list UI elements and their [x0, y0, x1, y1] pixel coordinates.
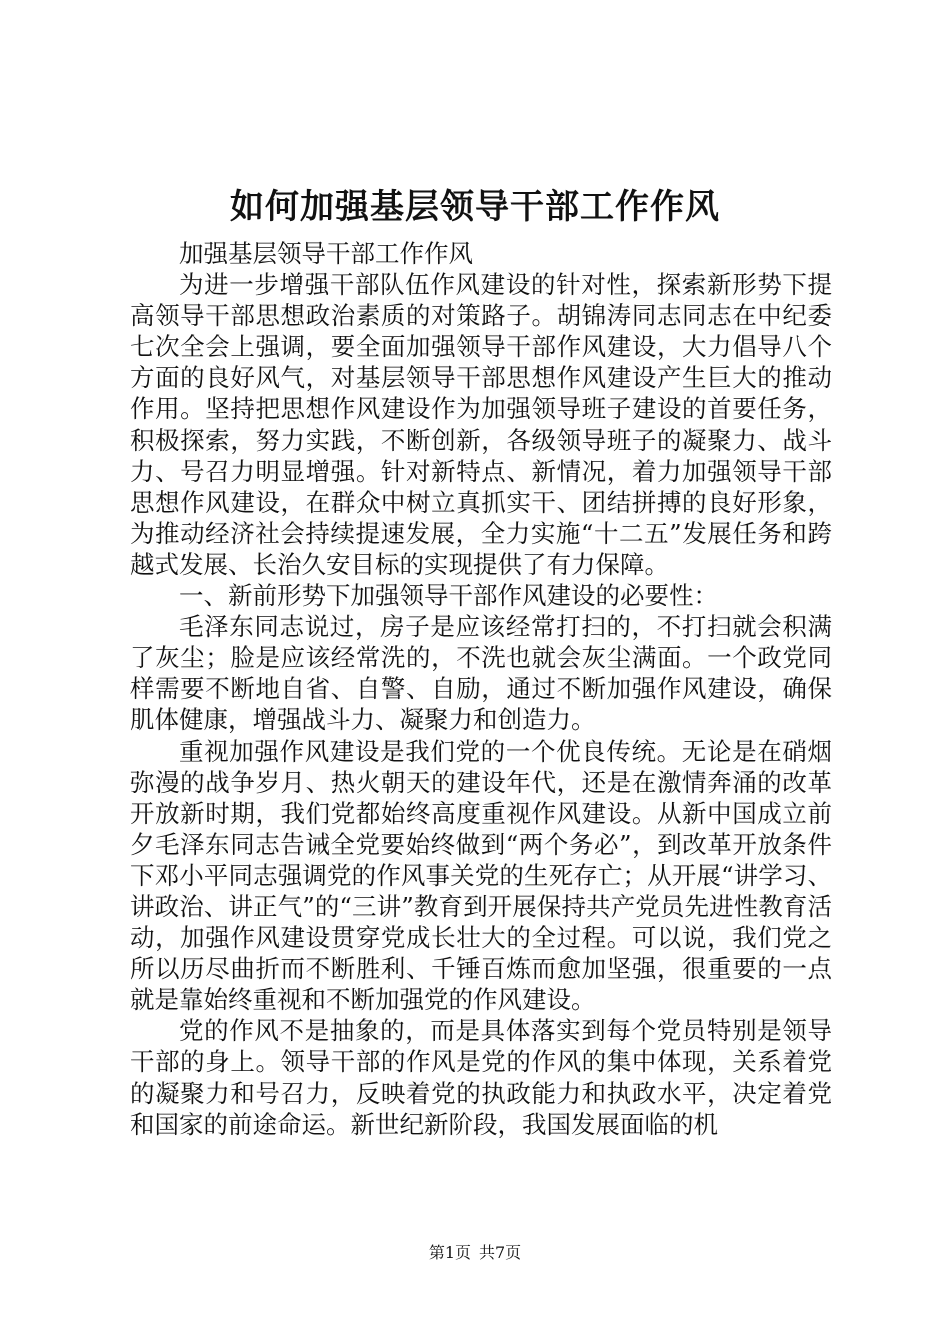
- body-paragraph: 重视加强作风建设是我们党的一个优良传统。无论是在硝烟弥漫的战争岁月、热火朝天的建设年代，还是在激情奔涌的改革开放新时期，我们党都始终高度重视作风建设。从新中国成立前夕毛泽东同志告诫全党要始终做到“两个务必”，到改革开放条件下邓小平同志强调党的作风事关党的生死存亡；从开展“讲学习、讲政治、讲正气”的“三讲”教育到开展保持共产党员先进性教育活动，加强作风建设贯穿党成长壮大的全过程。可以说，我们党之所以历尽曲折而不断胜利、千锤百炼而愈加坚强，很重要的一点就是靠始终重视和不断加强党的作风建设。: [130, 736, 832, 1015]
- section-heading: 一、新前形势下加强领导干部作风建设的必要性：: [179, 581, 718, 611]
- page-number: 第1页: [428, 1243, 471, 1262]
- subtitle-paragraph: 加强基层领导干部工作作风: [179, 239, 473, 268]
- page-total: 共7页: [479, 1243, 522, 1262]
- body-paragraph: 为进一步增强干部队伍作风建设的针对性，探索新形势下提高领导干部思想政治素质的对策路子。胡锦涛同志同志在中纪委七次全会上强调，要全面加强领导干部作风建设，大力倡导八个方面的良好风气，对基层领导干部思想作风建设产生巨大的推动作用。坚持把思想作风建设作为加强领导班子建设的首要任务，积极探索，努力实践，不断创新，各级领导班子的凝聚力、战斗力、号召力明显增强。针对新特点、新情况，着力加强领导干部思想作风建设，在群众中树立真抓实干、团结拼搏的良好形象，为推动经济社会持续提速发展，全力实施“十二五”发展任务和跨越式发展、长治久安目标的实现提供了有力保障。: [130, 270, 832, 579]
- body-paragraph: 党的作风不是抽象的，而是具体落实到每个党员特别是领导干部的身上。领导干部的作风是党的作风的集中体现，关系着党的凝聚力和号召力，反映着党的执政能力和执政水平，决定着党和国家的前途命运。新世纪新阶段，我国发展面临的机: [130, 1016, 832, 1139]
- page-footer: [0, 1242, 950, 1264]
- document-body: [130, 238, 832, 1140]
- document-title: 如何加强基层领导干部工作作风: [230, 187, 720, 227]
- body-paragraph: 毛泽东同志说过，房子是应该经常打扫的，不打扫就会积满了灰尘；脸是应该经常洗的，不洗也就会灰尘满面。一个政党同样需要不断地自省、自警、自励，通过不断加强作风建设，确保肌体健康，增强战斗力、凝聚力和创造力。: [130, 612, 832, 735]
